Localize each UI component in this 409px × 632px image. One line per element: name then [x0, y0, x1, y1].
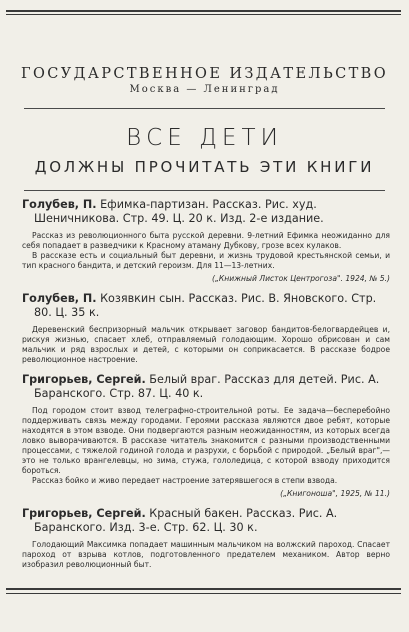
review-source: („Книгоноша", 1925, № 11.) [280, 489, 390, 498]
book-annotation [22, 540, 390, 570]
book-annotation [22, 406, 390, 486]
book-entry [22, 198, 390, 284]
book-title-line [22, 198, 390, 226]
publisher-cities: Москва — Ленинград [129, 84, 280, 95]
divider-line [24, 190, 385, 191]
book-title: Ефимка-партизан. Рассказ. Рис. худ. Шеничникова. Стр. 49. Ц. 20 к. Изд. 2-е издание. [34, 198, 324, 225]
book-annotation [22, 231, 390, 271]
book-title-line [22, 292, 390, 320]
annotation-paragraph: Голодающий Максимка попадает машинным мальчиком на волжский пароход. Спасает пароход от взрыва котлов, подготовленного предателем механиком. Автор верно изобразил революционный быт. [22, 540, 390, 569]
review-source: („Книжный Листок Центрогоза". 1924, № 5.) [212, 274, 390, 283]
book-author: Голубев, П. [22, 198, 97, 211]
banner [0, 124, 409, 178]
bottom-border-rule-thin [6, 593, 401, 594]
annotation-paragraph: Под городом стоит взвод телеграфно-строительной роты. Ее задача—бесперебойно поддерживать связь между городами. Героями рассказа являются двое ребят, которые находятся в этом взводе. Они подвергаются разным неожиданностям, из которых всегда ловко выворачиваются. В рассказе читатель знакомится с разными производственными процессами, с тяжелой годиной голода и разрухи, с борьбой с природой. „Белый враг",— это не только врангелевцы, но зима, стужа, гололедица, с которой взводу приходится бороться. [22, 406, 390, 475]
publisher-header [0, 66, 409, 95]
banner-line-1: ВСЕ ДЕТИ [126, 125, 283, 151]
book-entry [22, 507, 390, 570]
divider-line [24, 108, 385, 109]
book-title: Белый враг. Рассказ для детей. Рис. А. Баранского. Стр. 87. Ц. 40 к. [34, 373, 380, 400]
book-title-line [22, 507, 390, 535]
book-entry [22, 292, 390, 365]
top-border-rule-thin [6, 14, 401, 15]
book-author: Голубев, П. [22, 292, 97, 305]
top-border-rule [6, 10, 401, 12]
bottom-border-rule [6, 588, 401, 590]
book-title: Красный бакен. Рассказ. Рис. А. Баранского. Изд. 3-е. Стр. 62. Ц. 30 к. [34, 507, 338, 534]
annotation-paragraph: Рассказ из революционного быта русской деревни. 9-летний Ефимка неожиданно для себя попадает в разведчики к Красному атаману Дубкову, грозе всех кулаков. [22, 231, 390, 250]
book-list [22, 198, 390, 578]
book-author: Григорьев, Сергей. [22, 373, 146, 386]
banner-line-2: ДОЛЖНЫ ПРОЧИТАТЬ ЭТИ КНИГИ [34, 158, 375, 176]
publisher-name: ГОСУДАРСТВЕННОЕ ИЗДАТЕЛЬСТВО [20, 66, 389, 82]
book-title-line [22, 373, 390, 401]
book-title: Козявкин сын. Рассказ. Рис. В. Яновского. Стр. 80. Ц. 35 к. [34, 292, 377, 319]
annotation-paragraph: Деревенский беспризорный мальчик открывает заговор бандитов-белогвардейцев и, рискуя жизнью, спасает хлеб, отправляемый голодающим. Хорошо обрисован и сам мальчик и ряд взрослых и детей, с которыми он соприкасается. В рассказе бодрое революционное настроение. [22, 325, 390, 364]
book-annotation [22, 325, 390, 365]
annotation-paragraph: В рассказе есть и социальный быт деревни, и жизнь трудовой крестьянской семьи, и тип красного бандита, и детский героизм. Для 11—13-летних. [22, 251, 390, 270]
book-entry [22, 373, 390, 499]
book-author: Григорьев, Сергей. [22, 507, 146, 520]
annotation-paragraph: Рассказ бойко и живо передает настроение затерявшегося в степи взвода. [32, 476, 338, 485]
